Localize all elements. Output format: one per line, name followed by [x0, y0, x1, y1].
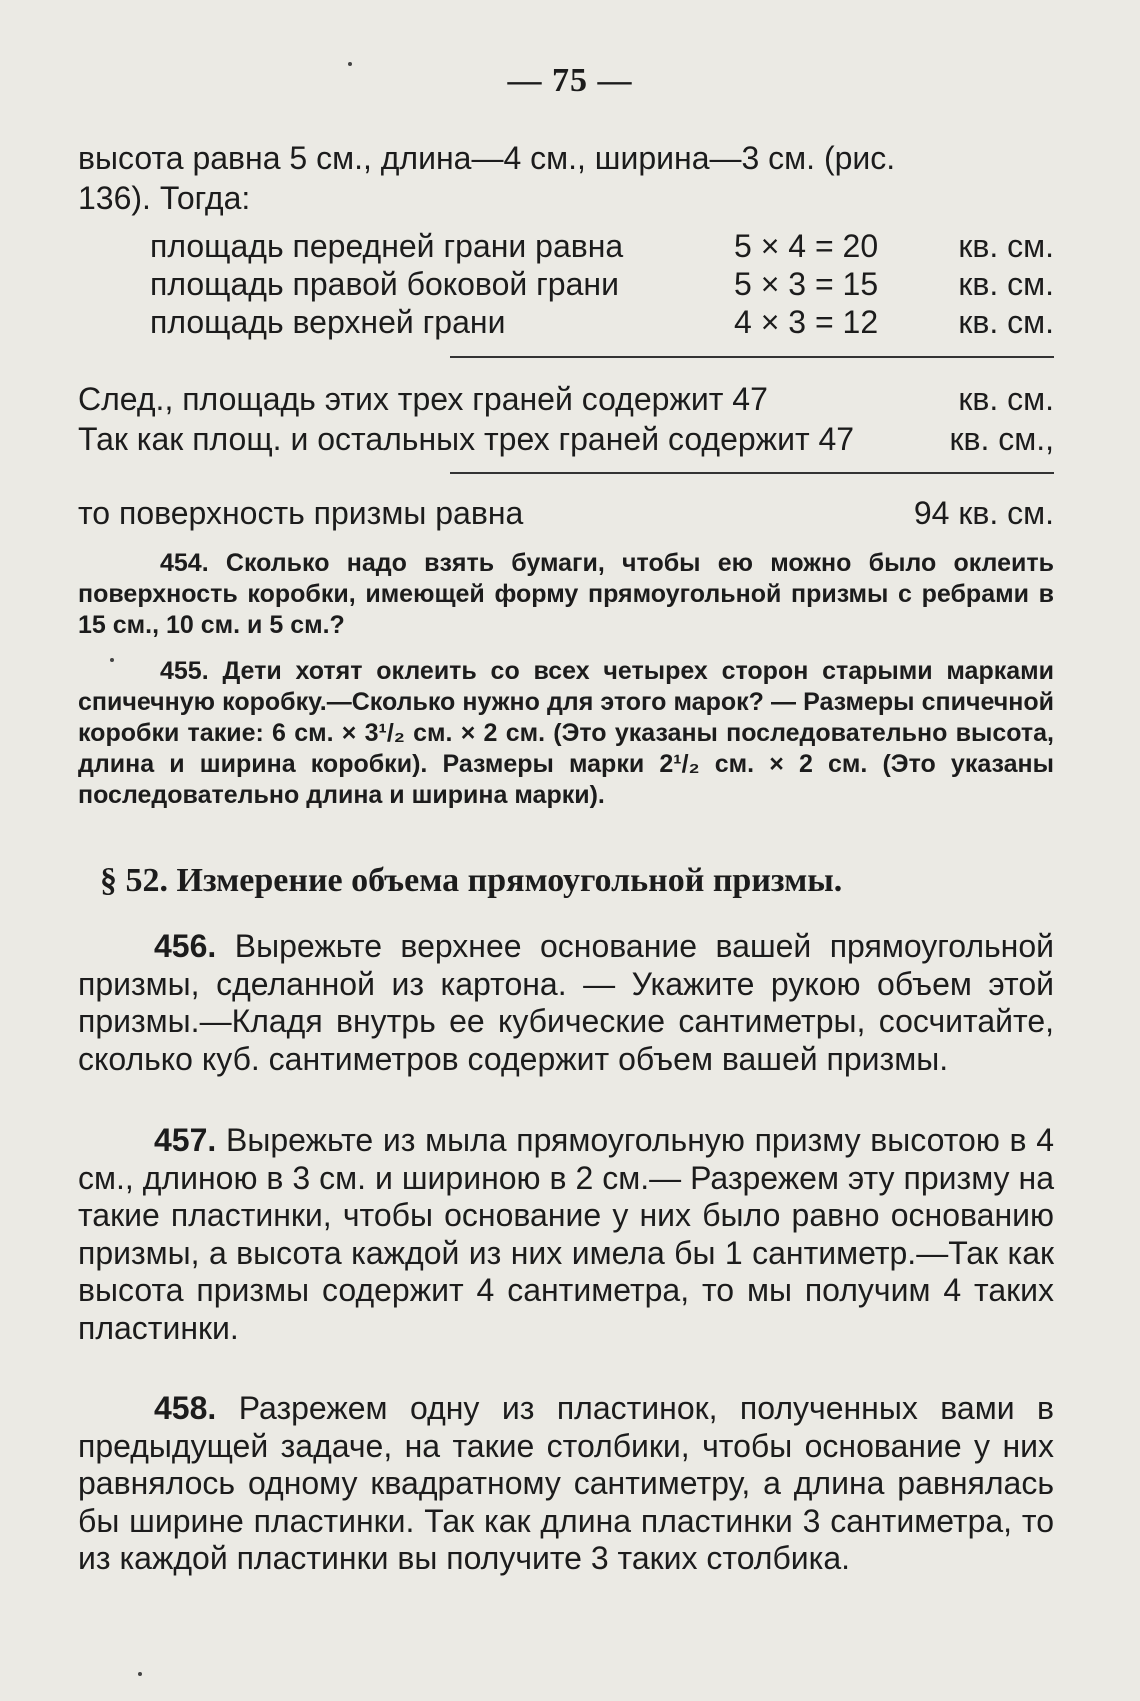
- sum-label: Так как площ. и остальных трех граней содержит 47: [78, 421, 855, 457]
- paragraph-456: [78, 928, 1054, 1078]
- print-speck: [110, 658, 114, 662]
- intro-line-1: высота равна 5 см., длина—4 см., ширина—3 см. (рис.: [78, 140, 896, 176]
- paragraph-text: Разрежем одну из пластинок, полученных вами в предыдущей задаче, на такие столбики, чтобы основание у них равнялось одному квадратному сантиметру, а длина равнялась бы ширине пластинки. Так как длина пластинки 3 сантиметра, то из каждой пластинки вы получите 3 таких столбика.: [78, 1390, 1055, 1576]
- paragraph-number: 458.: [154, 1390, 217, 1426]
- total-label: то поверхность призмы равна: [78, 495, 524, 531]
- face-calc: 5 × 4 = 20: [734, 228, 879, 264]
- sum-row: [78, 380, 1054, 418]
- sum-label: След., площадь этих трех граней содержит 47: [78, 381, 768, 417]
- face-label: площадь передней грани равна: [150, 228, 624, 264]
- total-rule: [450, 472, 1054, 474]
- face-unit: кв. см.: [958, 228, 1054, 264]
- problem-number: 454.: [160, 549, 209, 577]
- paragraph-text: Вырежьте верхнее основание вашей прямоугольной призмы, сделанной из картона. — Укажите рукою объем этой призмы.—Кладя внутрь ее кубические сантиметры, сосчитайте, сколько куб. сантиметров содержит объем вашей призмы.: [78, 928, 1055, 1077]
- face-unit: кв. см.: [958, 266, 1054, 302]
- problem-text: Дети хотят оклеить со всех четырех сторон старыми марками спичечную коробку.—Сколько нужно для этого марок? — Размеры спичечной коробки такие: 6 см. × 3¹/₂ см. × 2 см. (Это указаны последовательно высота, длина и ширина коробки). Размеры марки 2¹/₂ см. × 2 см. (Это указаны последовательно длина и ширина марки).: [78, 657, 1054, 809]
- section-heading: § 52. Измерение объема прямоугольной призмы.: [100, 862, 843, 899]
- sum-rule: [450, 356, 1054, 358]
- face-label: площадь верхней грани: [150, 304, 506, 340]
- face-unit: кв. см.: [958, 304, 1054, 340]
- sum-row: [78, 420, 1054, 458]
- paragraph-number: 457.: [154, 1122, 217, 1158]
- problem-number: 455.: [160, 657, 209, 685]
- face-row: [150, 304, 1054, 341]
- intro-line-2: 136). Тогда:: [78, 180, 251, 216]
- print-speck: [138, 1672, 142, 1676]
- page-number: — 75 —: [507, 62, 633, 99]
- sum-unit: кв. см.: [958, 381, 1054, 417]
- paragraph-text: Вырежьте из мыла прямоугольную призму высотою в 4 см., длиною в 3 см. и шириною в 2 см.— Разрежем эту призму на такие пластинки, чтобы основание у них было равно основанию призмы, а высота каждой из них имела бы 1 сантиметр.—Так как высота призмы содержит 4 сантиметра, то мы получим 4 таких пластинки.: [78, 1122, 1055, 1346]
- print-speck: [348, 62, 352, 66]
- paragraph-number: 456.: [154, 928, 217, 964]
- total-value: 94 кв. см.: [913, 495, 1054, 531]
- sum-unit: кв. см.,: [949, 421, 1054, 457]
- face-row: [150, 266, 1054, 303]
- paragraph-457: [78, 1122, 1054, 1347]
- problem-455: [78, 656, 1054, 811]
- face-calc: 5 × 3 = 15: [734, 266, 879, 302]
- face-row: [150, 228, 1054, 265]
- problem-text: Сколько надо взять бумаги, чтобы ею можно было оклеить поверхность коробки, имеющей форму прямоугольной призмы с ребрами в 15 см., 10 см. и 5 см.?: [78, 549, 1054, 639]
- face-label: площадь правой боковой грани: [150, 266, 619, 302]
- problem-454: [78, 548, 1054, 641]
- paragraph-458: [78, 1390, 1054, 1578]
- face-calc: 4 × 3 = 12: [734, 304, 879, 340]
- total-row: [78, 494, 1054, 532]
